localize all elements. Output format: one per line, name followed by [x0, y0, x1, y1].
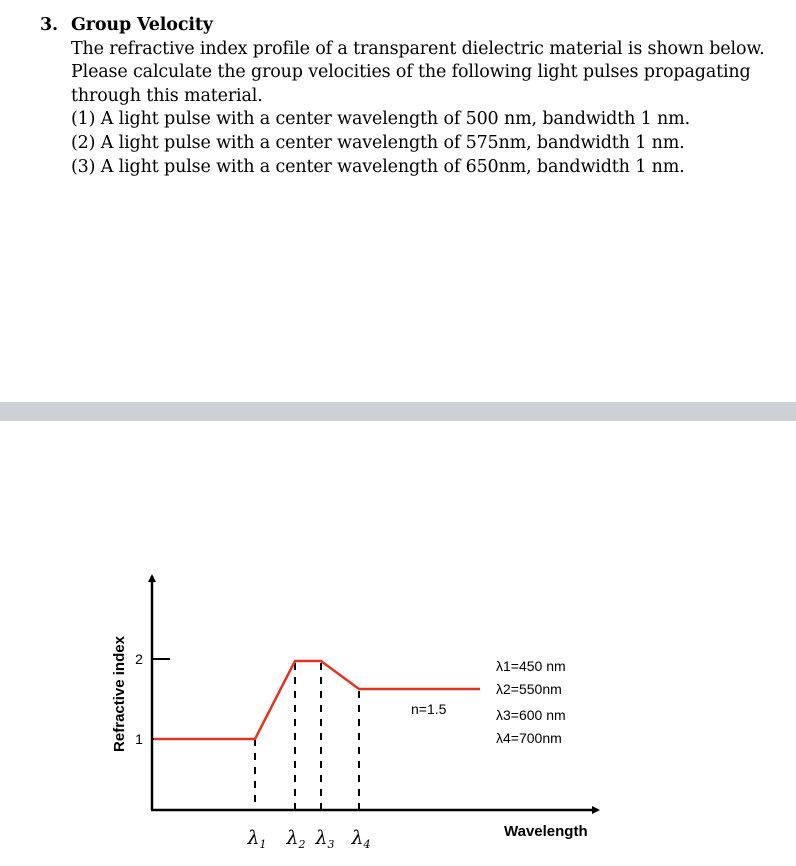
question-3: (3) A light pulse with a center wavelength of 650nm, bandwidth 1 nm. [71, 156, 685, 177]
problem-statement [40, 14, 790, 179]
y-axis-label: Refractive index [111, 636, 128, 752]
y-tick-label-1: 1 [135, 731, 143, 747]
problem-body [40, 38, 790, 180]
legend-lambda3: λ3=600 nm [496, 707, 566, 723]
lambda1-label: $\lambda_1$ [247, 827, 267, 851]
y-tick-label-2: 2 [135, 651, 143, 667]
problem-title: Group Velocity [71, 15, 213, 35]
problem-heading [40, 14, 790, 38]
x-axis-label: Wavelength [504, 823, 588, 840]
problem-number: 3. [40, 15, 58, 35]
problem-line: Please calculate the group velocities of the following light pulses propagating [71, 62, 751, 83]
problem-line: The refractive index profile of a transparent dielectric material is shown below. [71, 38, 765, 59]
question-2: (2) A light pulse with a center wavelength of 575nm, bandwidth 1 nm. [71, 132, 685, 153]
refractive-index-curve [154, 661, 480, 739]
lambda3-label: $\lambda_3$ [315, 827, 335, 851]
legend-lambda1: λ1=450 nm [496, 658, 566, 674]
legend-lambda4: λ4=700nm [496, 730, 562, 746]
problem-line: through this material. [71, 85, 263, 106]
lambda4-label: $\lambda_4$ [351, 827, 371, 851]
lambda2-label: $\lambda_2$ [286, 827, 306, 851]
plateau-label: n=1.5 [411, 701, 447, 717]
page-divider [0, 402, 796, 421]
question-1: (1) A light pulse with a center wavelength of 500 nm, bandwidth 1 nm. [71, 109, 690, 130]
refractive-index-figure [0, 421, 796, 866]
legend-lambda2: λ2=550nm [496, 681, 562, 697]
